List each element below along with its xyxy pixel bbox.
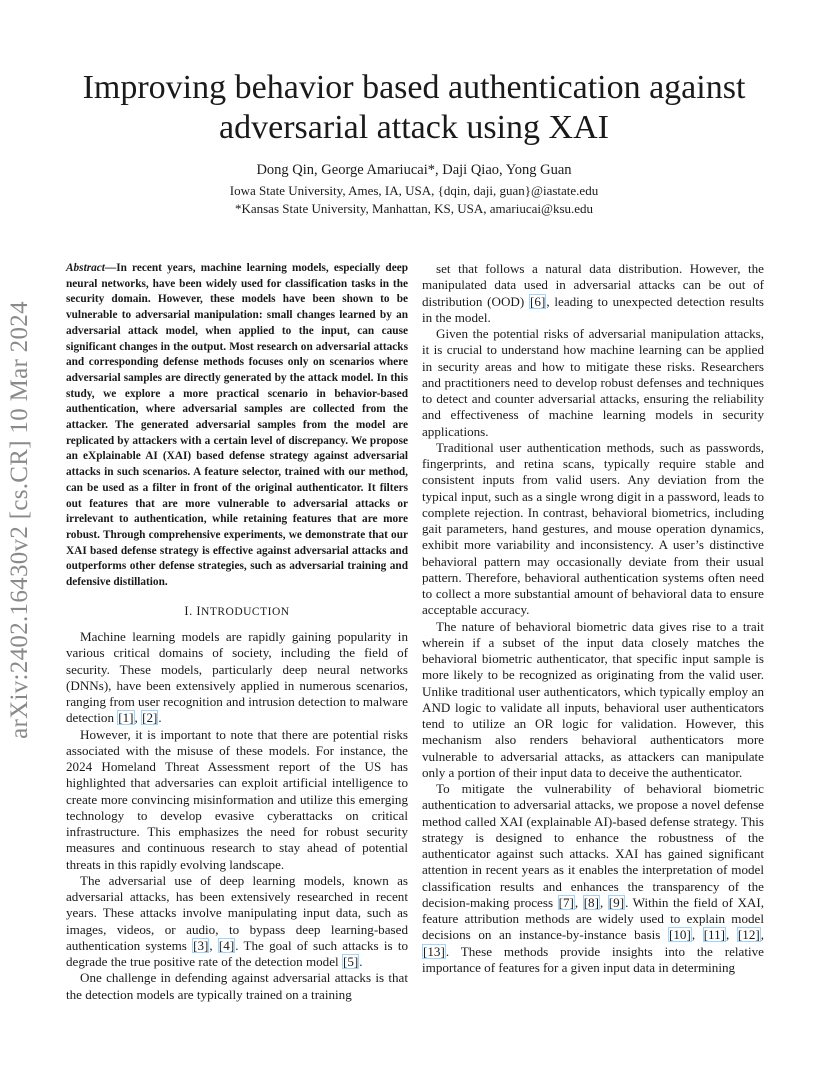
right-paragraph-1 bbox=[422, 261, 764, 326]
citation-link[interactable]: [4] bbox=[218, 937, 235, 953]
right-column bbox=[422, 261, 764, 976]
abstract-text: —In recent years, machine learning models, especially deep neural networks, have been widely used for classification tasks in the security domain. However, these models have been shown to be vulnerable to adversarial manipulation: small changes learned by an adversarial attack model, when applied to the input, can cause significant changes in the output. Most research on adversarial attacks and corresponding defense methods focuses only on scenarios where adversarial samples are directly generated by the attack model. In this study, we explore a more practical scenario in behavior-based authentication, where adversarial samples are collected from the attacker. The generated adversarial samples from the model are replicated by attackers with a certain level of discrepancy. We propose an eXplainable AI (XAI) based defense strategy against adversarial attacks in such scenarios. A feature selector, trained with our method, can be used as a filter in front of the original authenticator. It filters out features that are more vulnerable to adversarial attacks or irrelevant to authentication, while retaining features that are more robust. Through comprehensive experiments, we demonstrate that our XAI based defense strategy is effective against adversarial attacks and outperforms other defense strategies, such as adversarial training and defensive distillation. bbox=[66, 262, 408, 589]
paragraph-text: , bbox=[726, 927, 737, 943]
paragraph-text: The nature of behavioral biometric data gives rise to a trait wherein if a subset of the input data closely matches the behavioral biometric authenticator, that specific input sample is more likely to be recognized as originating from the valid user. Unlike traditional user authenticators, which typically employ an AND logic to validate all inputs, behavioral user authenticators tend to utilize an OR logic for validation. However, this mechanism also renders behavioral authenticators more vulnerable to adversarial attacks, as attackers can manipulate only a portion of their input data to deceive the authenticator. bbox=[422, 618, 764, 780]
paragraph-text: One challenge in defending against adversarial attacks is that the detection models are typically trained on a training bbox=[66, 970, 408, 1002]
left-body-text bbox=[66, 629, 408, 1003]
paragraph-text: However, it is important to note that there are potential risks associated with the misuse of these models. For instance, the 2024 Homeland Threat Assessment report of the US has highlighted that adversaries can exploit artificial intelligence to create more convincing misinformation and utilize this emerging technology to develop evasive cyberattacks on critical infrastructure. This emphasizes the need for robust security measures and continuous research to stay ahead of potential threats in this rapidly evolving landscape. bbox=[66, 726, 408, 872]
citation-link[interactable]: [2] bbox=[142, 710, 158, 726]
arxiv-identifier[interactable]: arXiv:2402.16430v2 [cs.CR] 10 Mar 2024 bbox=[6, 301, 33, 739]
section-heading bbox=[66, 603, 408, 620]
abstract-label: Abstract bbox=[66, 262, 105, 274]
citation-link[interactable]: [7] bbox=[558, 894, 574, 910]
paragraph-text: . These methods provide insights into the relative importance of features for a given input data in determining bbox=[422, 943, 764, 975]
right-paragraph-5 bbox=[422, 781, 764, 976]
right-paragraph-3 bbox=[422, 440, 764, 619]
paragraph-text: Given the potential risks of adversarial manipulation attacks, it is crucial to understand how machine learning can be applied in security areas and how to mitigate these risks. Researchers and practitioners need to develop robust defenses and techniques to detect and counter adversarial attacks, ensuring the reliability and effectiveness of machine learning models in security applications. bbox=[422, 326, 764, 439]
paper-title: Improving behavior based authentication against adversarial attack using XAI bbox=[82, 69, 746, 146]
paragraph-text: set that follows a natural data distribution. However, the manipulated data used in adversarial attacks can be out of distribution (OOD) bbox=[422, 261, 764, 309]
paragraph-text: . bbox=[158, 710, 162, 726]
paragraph-text: , bbox=[691, 927, 703, 943]
paragraph-text: . bbox=[359, 954, 363, 970]
section-title-initial: I bbox=[196, 603, 202, 618]
paragraph-text: The adversarial use of deep learning models, known as adversarial attacks, has been extensively researched in recent years. These attacks involve manipulating input data, such as images, videos, or audio, to bypass deep learning-based authentication systems bbox=[66, 872, 408, 953]
left-paragraph-4 bbox=[66, 970, 408, 1003]
citation-link[interactable]: [13] bbox=[423, 943, 445, 959]
citation-link[interactable]: [11] bbox=[703, 927, 726, 943]
paragraph-text: Traditional user authentication methods, such as passwords, fingerprints, and retina scans, typically require stable and consistent inputs from valid users. Any deviation from the typical input, such as a single wrong digit in a password, leads to complete rejection. In contrast, behavioral biometrics, including gait parameters, hand gestures, and mouse operation dynamics, exhibit more variability and inconsistency. A user’s distinctive behavioral pattern may occasionally deviate from their usual pattern. Therefore, behavioral authentication systems often need to collect a more substantial amount of behavioral data to ensure acceptable accuracy. bbox=[422, 439, 764, 618]
left-paragraph-1 bbox=[66, 629, 408, 727]
citation-link[interactable]: [3] bbox=[193, 937, 209, 953]
right-paragraph-4 bbox=[422, 619, 764, 782]
citation-link[interactable]: [12] bbox=[737, 927, 760, 943]
paragraph-text: , bbox=[574, 894, 583, 910]
citation-link[interactable]: [5] bbox=[342, 954, 359, 970]
paragraph-text: To mitigate the vulnerability of behavioral biometric authentication to adversarial attacks, we propose a novel defense method called XAI (explainable AI)-based defense strategy. This strategy is designed to enhance the robustness of the authenticator against such attacks. XAI has gained significant attention in recent years as it enables the interpretation of model classification results and enhances the transparency of the decision-making process bbox=[422, 781, 764, 910]
left-paragraph-2 bbox=[66, 727, 408, 873]
paragraph-text: , bbox=[209, 937, 218, 953]
paragraph-text: . The goal of such attacks is to degrade the true positive rate of the detection model bbox=[66, 937, 409, 970]
section-title-rest: NTRODUCTION bbox=[201, 605, 290, 618]
citation-link[interactable]: [10] bbox=[668, 927, 691, 943]
paragraph-text: , bbox=[760, 927, 765, 943]
paragraph-text: , leading to unexpected detection results in the model. bbox=[422, 293, 764, 325]
citation-link[interactable]: [9] bbox=[608, 894, 625, 910]
affiliation-2: *Kansas State University, Manhattan, KS, USA, amariucai@ksu.edu bbox=[234, 201, 594, 216]
paragraph-text: , bbox=[599, 894, 608, 910]
paragraph-text: Machine learning models are rapidly gaining popularity in various critical domains of society, including the field of security. These models, particularly deep neural networks (DNNs), have been extensively applied in numerous scenarios, ranging from user recognition and intrusion detection to malware detection bbox=[66, 629, 408, 726]
abstract bbox=[66, 261, 408, 591]
left-paragraph-3 bbox=[66, 873, 408, 971]
paragraph-text: . Within the field of XAI, feature attribution methods are widely used to explain model decisions on an instance-by-instance basis bbox=[422, 894, 765, 943]
right-paragraph-2 bbox=[422, 326, 764, 440]
citation-link[interactable]: [1] bbox=[118, 710, 134, 726]
citation-link[interactable]: [8] bbox=[583, 894, 599, 910]
affiliation-1: Iowa State University, Ames, IA, USA, {dqin, daji, guan}@iastate.edu bbox=[229, 183, 599, 198]
citation-link[interactable]: [6] bbox=[530, 293, 546, 309]
paragraph-text: , bbox=[134, 710, 142, 726]
left-column bbox=[66, 261, 408, 1003]
section-number: I. bbox=[184, 603, 193, 618]
author-list: Dong Qin, George Amariucai*, Daji Qiao, Yong Guan bbox=[256, 162, 572, 178]
right-body-text bbox=[422, 261, 764, 976]
